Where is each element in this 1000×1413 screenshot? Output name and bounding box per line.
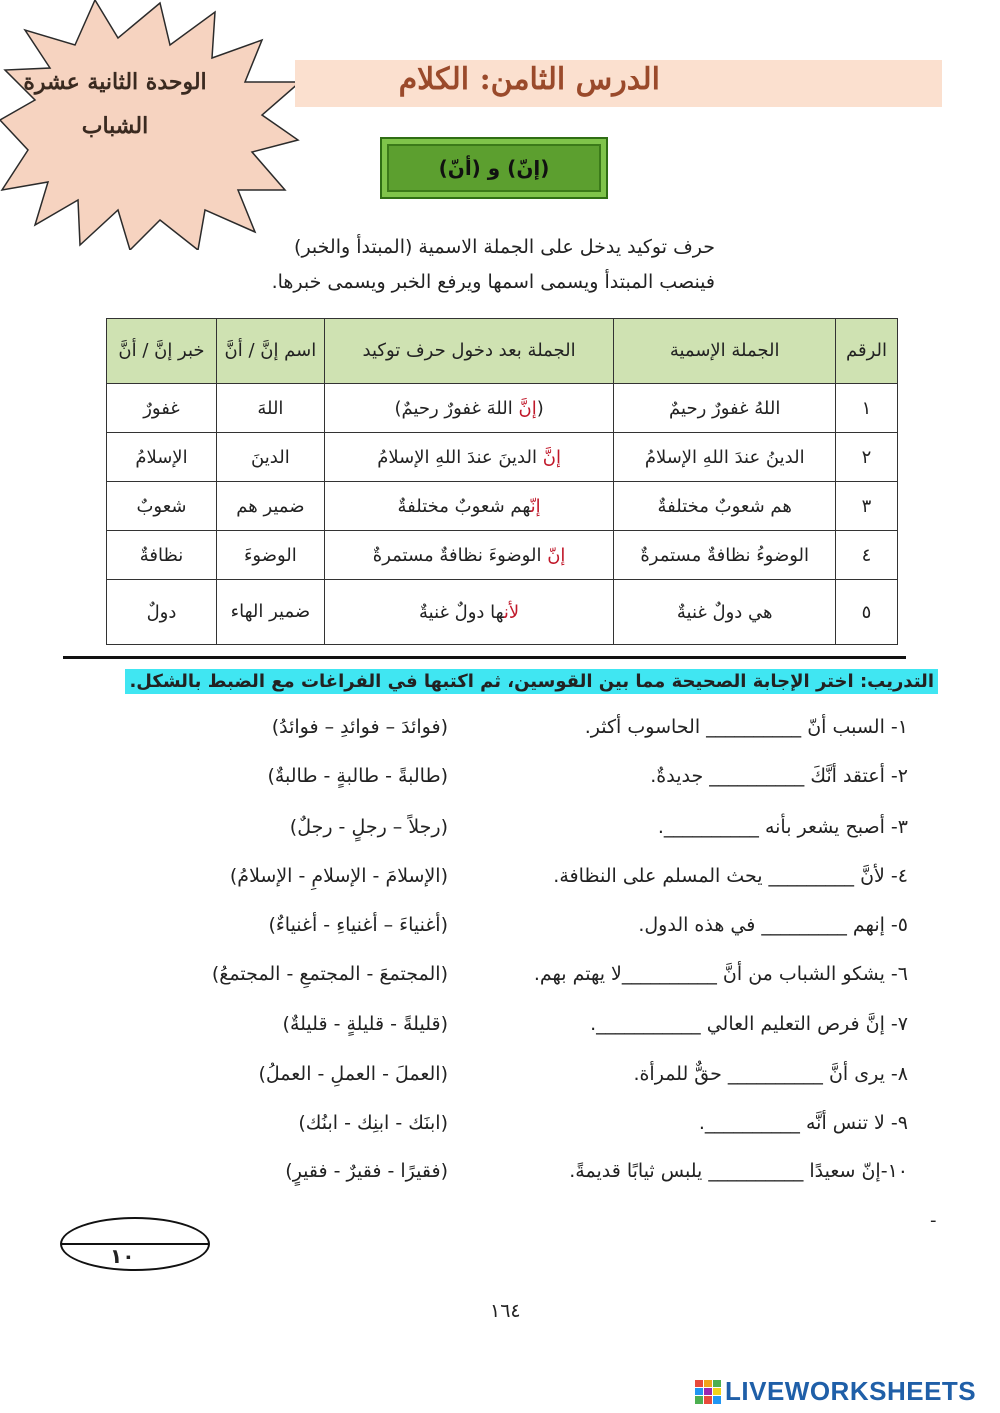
particle: إنَّ <box>518 397 537 419</box>
exercise-question-9[interactable]: ٩- لا تنس أنَّه __________. <box>698 1112 908 1134</box>
row-number: ٥ <box>836 580 898 645</box>
table-row <box>107 580 898 645</box>
row-number: ٤ <box>836 531 898 580</box>
exercise-options-1: (فوائدَ – فوائدِ – فوائدُ) <box>271 716 448 738</box>
row-nominal: هي دولٌ غنيةٌ <box>614 580 836 645</box>
row-with-particle <box>324 384 614 433</box>
topic-box <box>380 137 608 199</box>
lesson-title: الدرس الثامن: الكلام <box>398 62 660 97</box>
header-after-particle: الجملة بعد دخول حرف توكيد <box>324 319 614 384</box>
liveworksheets-brand[interactable] <box>695 1376 976 1407</box>
row-khabar: نظافةٌ <box>107 531 217 580</box>
exercise-question-1[interactable]: ١- السبب أنّ __________ الحاسوب أكثر. <box>584 716 908 738</box>
particle: إنّ <box>530 495 541 517</box>
dash-mark: - <box>930 1210 937 1231</box>
definition-line-2: فينصب المبتدأ ويسمى اسمها ويرفع الخبر ويسمى خبرها. <box>271 271 715 293</box>
sentence-rest: هم شعوبٌ مختلفةٌ <box>397 495 531 517</box>
exercise-question-10[interactable]: ١٠-إنّ سعيدًا __________ يلبس ثيابًا قديمةً. <box>569 1160 908 1182</box>
row-with-particle <box>324 482 614 531</box>
row-khabar: الإسلامُ <box>107 433 217 482</box>
score-total: ١٠ <box>110 1244 135 1268</box>
row-ism: ضمير الهاء <box>216 580 324 645</box>
table-row <box>107 482 898 531</box>
exercise-question-8[interactable]: ٨- يرى أنَّ __________ حقٌّ للمرأة. <box>633 1063 908 1085</box>
table-row <box>107 433 898 482</box>
header-khabar: خبر إنَّ / أنَّ <box>107 319 217 384</box>
row-with-particle <box>324 580 614 645</box>
exercise-options-10: (فقيرًا - فقيرٌ - فقيرٍ) <box>285 1160 448 1182</box>
table-row <box>107 531 898 580</box>
row-nominal: اللهُ غفورٌ رحيمٌ <box>614 384 836 433</box>
particle: لأن <box>503 601 520 623</box>
row-khabar: غفورٌ <box>107 384 217 433</box>
header-ism: اسم إنَّ / أنَّ <box>216 319 324 384</box>
row-ism: الدينَ <box>216 433 324 482</box>
exercise-options-7: (قليلةً - قليلةٍ - قليلةٌ) <box>282 1013 448 1035</box>
row-ism: الوضوءَ <box>216 531 324 580</box>
exercise-question-6[interactable]: ٦- يشكو الشباب من أنَّ __________لا يهتم بهم. <box>533 963 908 985</box>
instruction-lead: التدريب: <box>859 671 934 692</box>
sentence-rest: الدينَ عندَ اللهِ الإسلامُ <box>377 446 543 468</box>
row-with-particle <box>324 531 614 580</box>
section-divider <box>63 656 906 659</box>
header-number: الرقم <box>836 319 898 384</box>
row-ism: ضمير هم <box>216 482 324 531</box>
row-khabar: شعوبٌ <box>107 482 217 531</box>
sentence-rest: الوضوءَ نظافةٌ مستمرةٌ <box>372 544 548 566</box>
exercise-options-5: (أغنياءَ – أغنياءِ - أغنياءٌ) <box>268 914 448 936</box>
brand-name: LIVEWORKSHEETS <box>725 1376 977 1406</box>
exercise-question-3[interactable]: ٣- أصبح يشعر بأنه __________. <box>657 816 908 838</box>
instruction-text: اختر الإجابة الصحيحة مما بين القوسين، ثم اكتبها في الفراغات مع الضبط بالشكل. <box>129 671 860 692</box>
unit-theme: الشباب <box>81 113 149 139</box>
table-header-row <box>107 319 898 384</box>
definition-line-1: حرف توكيد يدخل على الجملة الاسمية (المبتدأ والخبر) <box>294 236 715 258</box>
exercise-instruction <box>125 669 938 694</box>
row-with-particle <box>324 433 614 482</box>
exercise-question-2[interactable]: ٢- أعتقد أنَّكَ __________ جديدةٌ. <box>650 765 908 787</box>
table-row <box>107 384 898 433</box>
particle: إنَّ <box>542 446 561 468</box>
row-ism: اللهَ <box>216 384 324 433</box>
row-khabar: دولٌ <box>107 580 217 645</box>
row-number: ٢ <box>836 433 898 482</box>
exercise-options-9: (ابنَك - ابنِك - ابنُك) <box>298 1112 448 1134</box>
row-number: ٣ <box>836 482 898 531</box>
exercise-question-4[interactable]: ٤- لأنَّ _________ يحث المسلم على النظافة. <box>553 865 908 887</box>
open-paren: ( <box>536 397 544 419</box>
row-nominal: هم شعوبٌ مختلفةٌ <box>614 482 836 531</box>
exercise-options-3: (رجلاً – رجلٍ - رجلٌ) <box>289 816 448 838</box>
exercise-options-6: (المجتمعَ - المجتمعِ - المجتمعُ) <box>211 963 448 985</box>
exercise-question-5[interactable]: ٥- إنهم _________ في هذه الدول. <box>638 914 908 936</box>
grammar-table <box>106 318 898 645</box>
particle: إنّ <box>547 544 566 566</box>
score-divider <box>62 1243 208 1245</box>
exercise-options-2: (طالبةً - طالبةٍ - طالبةٌ) <box>267 765 448 787</box>
page-number: ١٦٤ <box>490 1300 521 1322</box>
sentence-rest: اللهَ غفورٌ رحيمٌ <box>401 397 519 419</box>
unit-number: الوحدة الثانية عشرة <box>23 69 207 95</box>
close-paren: ) <box>394 397 402 419</box>
unit-title <box>0 60 230 148</box>
liveworksheets-logo-icon <box>695 1380 721 1404</box>
header-nominal: الجملة الإسمية <box>614 319 836 384</box>
sentence-rest: ها دولٌ غنيةٌ <box>418 601 504 623</box>
topic-label: (إنّ) و (أنّ) <box>438 156 550 180</box>
exercise-question-7[interactable]: ٧- إنَّ فرص التعليم العالي ___________. <box>590 1013 908 1035</box>
row-nominal: الدينُ عندَ اللهِ الإسلامُ <box>614 433 836 482</box>
row-number: ١ <box>836 384 898 433</box>
exercise-options-4: (الإسلامَ - الإسلامِ - الإسلامُ) <box>229 865 448 887</box>
row-nominal: الوضوءُ نظافةٌ مستمرةٌ <box>614 531 836 580</box>
exercise-options-8: (العملَ - العملِ - العملُ) <box>258 1063 448 1085</box>
